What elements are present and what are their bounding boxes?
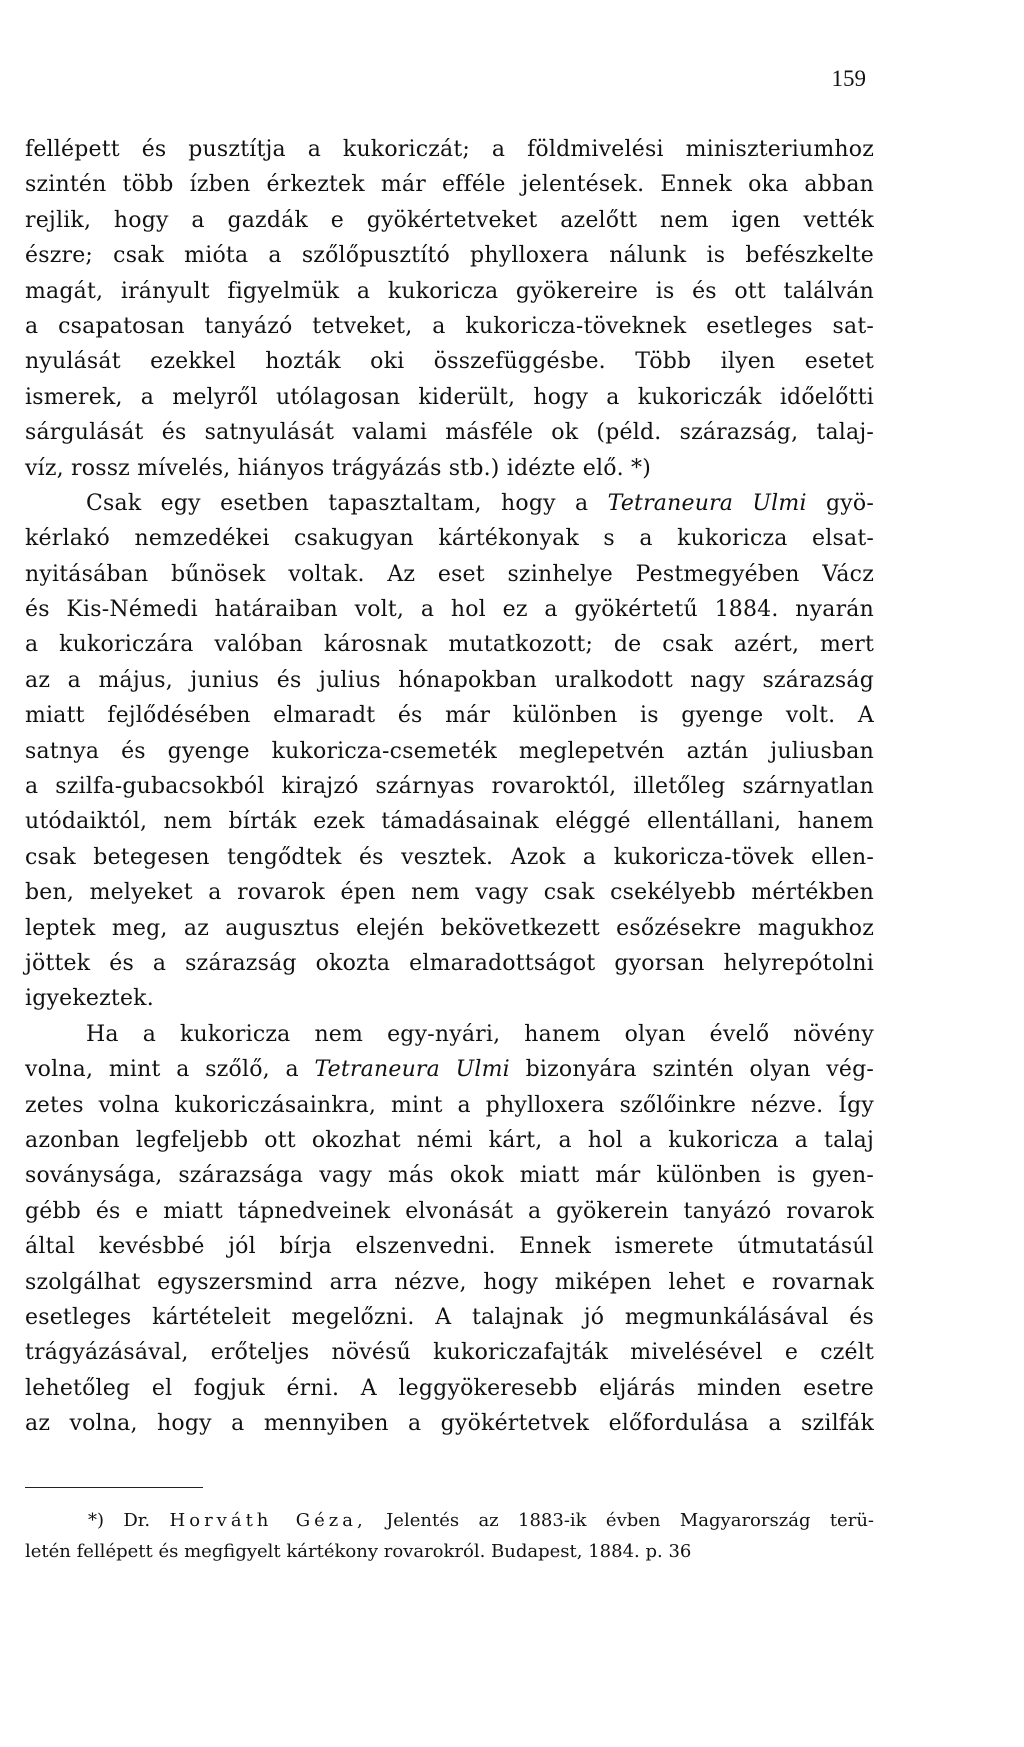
footnote-marker: *) Dr. [88,1510,151,1531]
text-line: utódaiktól, nem bírták ezek támadásainak eléggé ellentállani, hanem [25,809,874,835]
text-line: nyitásában bűnösek voltak. Az eset szinhelye Pestmegyében Vácz [25,561,874,587]
text-line: szolgálhat egyszersmind arra nézve, hogy miképen lehet e rovarnak [25,1269,874,1295]
text-line: jöttek és a szárazság okozta elmaradottságot gyorsan helyrepótolni [25,950,874,976]
text-line: Ha a kukoricza nem egy-nyári, hanem olyan évelő növény [86,1021,874,1047]
text-line: ben, melyeket a rovarok épen nem vagy csak csekélyebb mértékben [25,880,874,906]
text-line: az volna, hogy a mennyiben a gyökértetvek előfordulása a szilfák [25,1411,874,1437]
text-line: csak betegesen tengődtek és vesztek. Azok a kukoricza-tövek ellen- [25,844,874,870]
text-line: lehetőleg el fogjuk érni. A leggyökeresebb eljárás minden esetre [25,1375,874,1401]
text-line: az a május, junius és julius hónapokban uralkodott nagy szárazság [25,667,874,693]
text-line: zetes volna kukoriczásainkra, mint a phylloxera szőlőinkre nézve. Így [25,1092,874,1118]
footnote-rule [25,1487,203,1488]
text-segment: volna, mint a szőlő, a [25,1057,315,1083]
text-line: trágyázásával, erőteljes növésű kukoriczafajták mivelésével e czélt [25,1340,874,1366]
text-line: magát, irányult figyelmük a kukoricza gyökereire is és ott találván [25,278,874,304]
text-line: fellépett és pusztítja a kukoriczát; a földmivelési miniszteriumhoz [25,137,874,162]
text-line: a csapatosan tanyázó tetveket, a kukoricza-töveknek esetleges sat- [25,313,874,339]
text-segment: gyö- [806,490,874,516]
text-line: a kukoriczára valóban károsnak mutatkozott; de csak azért, mert [25,632,874,658]
text-line: nyulását ezekkel hozták oki összefüggésbe. Több ilyen esetet [25,349,874,375]
text-line: a szilfa-gubacsokból kirajzó szárnyas rovaroktól, illetőleg szárnyatlan [25,774,874,800]
species-name: Tetraneura Ulmi [607,490,807,516]
text-line: által kevésbbé jól bírja elszenvedni. Ennek ismerete útmutatásúl [25,1234,874,1260]
footnote-line [25,1505,874,1536]
text-line: satnya és gyenge kukoricza-csemeték meglepetvén aztán juliusban [25,738,874,764]
species-name: Tetraneura Ulmi [314,1057,510,1083]
text-line: igyekeztek. [25,986,154,1012]
text-line [25,486,874,521]
footnotes [25,1505,874,1567]
text-line: szintén több ízben érkeztek már efféle jelentések. Ennek oka abban [25,172,874,198]
text-line: gébb és e miatt tápnedveinek elvonását a gyökerein tanyázó rovarok [25,1198,874,1224]
text-line: miatt fejlődésében elmaradt és már különben is gyenge volt. A [25,703,874,729]
text-line: esetleges kártételeit megelőzni. A talajnak jó megmunkálásával és [25,1304,874,1330]
text-segment: Csak egy esetben tapasztaltam, hogy a [86,490,608,516]
footnote-line: letén fellépett és megfigyelt kártékony rovarokról. Budapest, 1884. p. 36 [25,1541,692,1562]
text-line: ismerek, a melyről utólagosan kiderült, hogy a kukoriczák időelőtti [25,384,874,410]
text-line: soványsága, szárazsága vagy más okok miatt már különben is gyen- [25,1163,874,1189]
footnote-text: Jelentés az 1883-ik évben Magyarország terü- [386,1510,874,1531]
text-line: víz, rossz mívelés, hiányos trágyázás stb.) idézte elő. *) [25,455,652,481]
text-line: rejlik, hogy a gazdák e gyökértetveket azelőtt nem igen vették [25,207,874,233]
text-line: észre; csak mióta a szőlőpusztító phylloxera nálunk is befészkelte [25,243,874,269]
body-text [25,132,874,1441]
text-line: sárgulását és satnyulását valami másféle ok (péld. szárazság, talaj- [25,420,874,446]
text-line: azonban legfeljebb ott okozhat némi kárt, a hol a kukoricza a talaj [25,1127,874,1153]
text-line: leptek meg, az augusztus elején bekövetkezett esőzésekre magukhoz [25,915,874,941]
text-segment: bizonyára szintén olyan vég- [509,1057,874,1083]
page-number: 159 [831,66,866,91]
text-line: és Kis-Némedi határaiban volt, a hol ez a gyökértetű 1884. nyarán [25,597,874,623]
text-line [25,1052,874,1087]
text-line: kérlakó nemzedékei csakugyan kártékonyak s a kukoricza elsat- [25,526,874,552]
footnote-author: Horváth Géza, [169,1510,367,1531]
